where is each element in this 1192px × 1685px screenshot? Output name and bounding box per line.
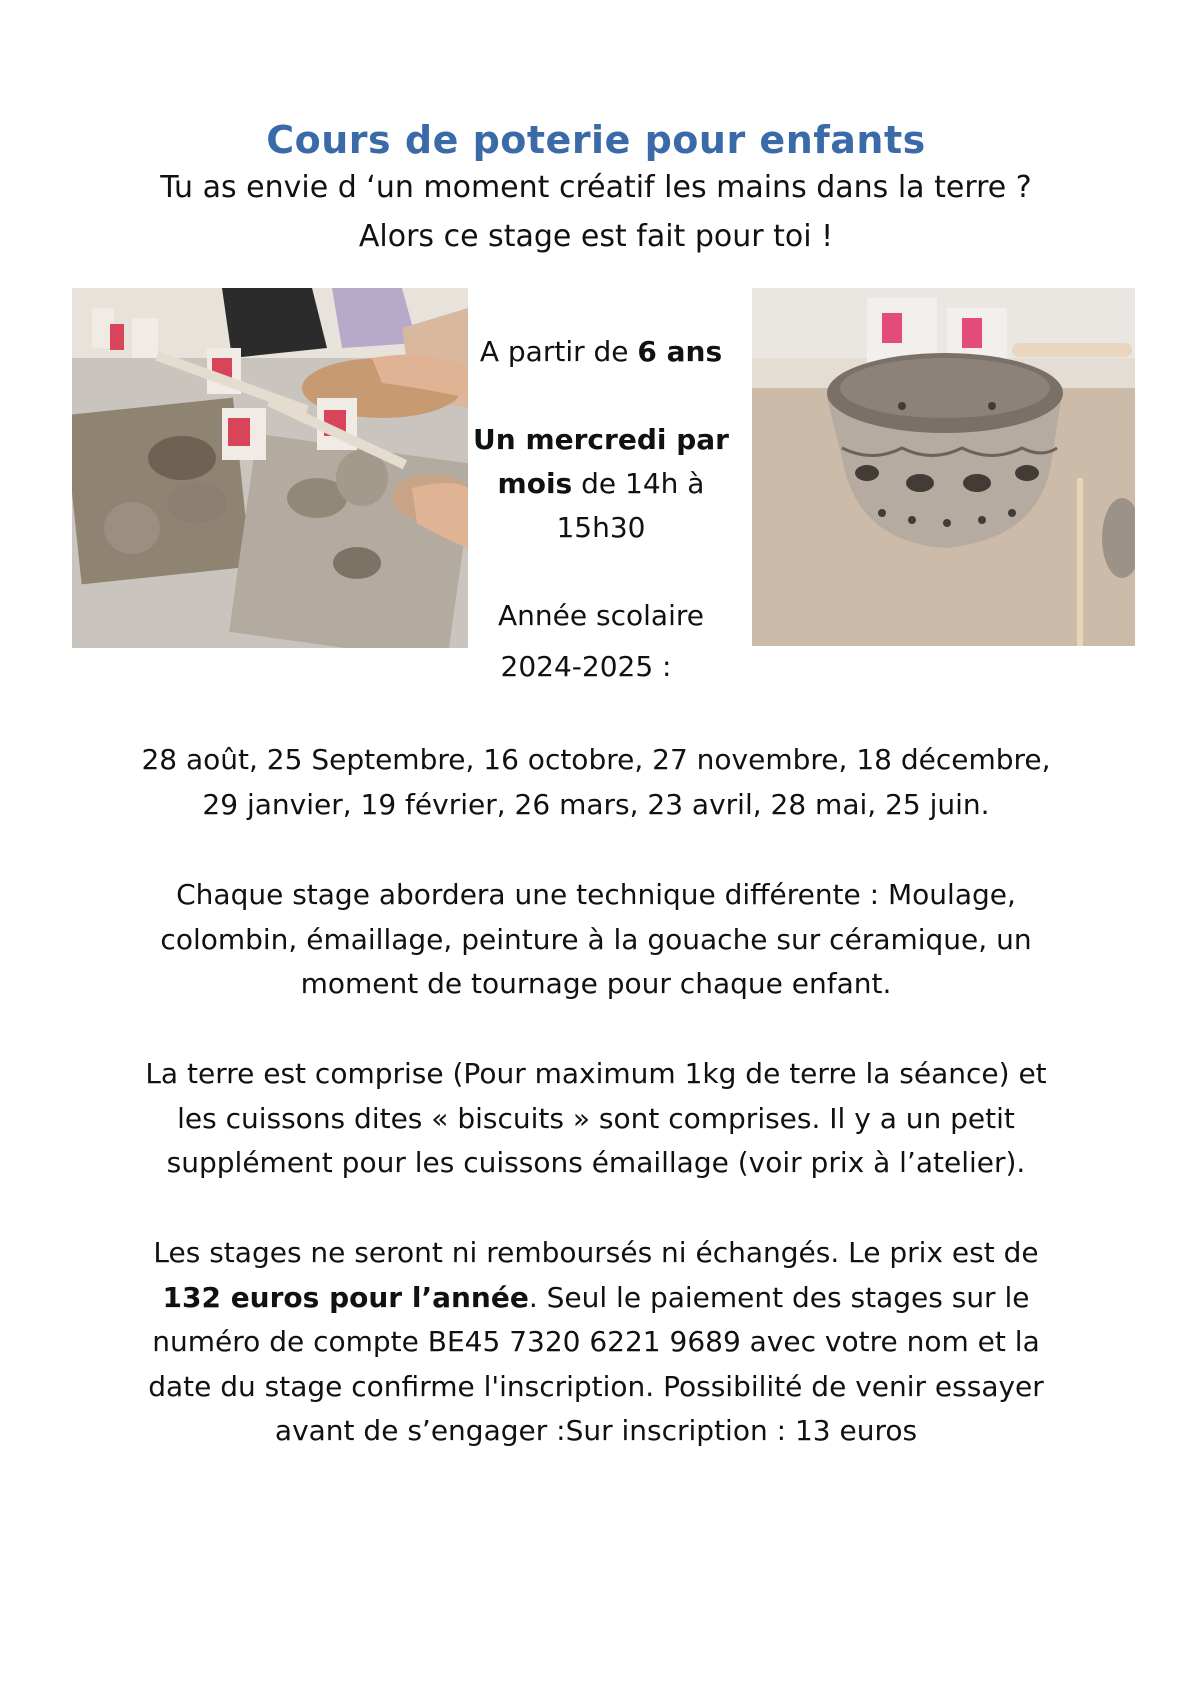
school-year-value: 2024-2025 : — [500, 650, 672, 683]
bank-account-line: numéro de compte BE45 7320 6221 9689 avec votre nom et la — [152, 1325, 1040, 1358]
course-info — [468, 330, 734, 638]
page-title: Cours de poterie pour enfants — [266, 118, 926, 162]
price-amount: 132 euros pour l’année — [162, 1280, 529, 1314]
dates-line-2: 29 janvier, 19 février, 26 mars, 23 avril, 28 mai, 25 juin. — [202, 787, 990, 821]
schedule-line-1: Un mercredi par — [473, 423, 729, 456]
intro-line-2: Alors ce stage est fait pour toi ! — [358, 219, 834, 254]
schedule-line-2: mois de 14h à — [497, 467, 705, 500]
session-dates — [90, 738, 1102, 827]
dates-line-1: 28 août, 25 Septembre, 16 octobre, 27 novembre, 18 décembre, — [141, 743, 1051, 776]
intro-line-1: Tu as envie d ‘un moment créatif les mains dans la terre ? — [160, 170, 1032, 205]
age-value: 6 ans — [637, 335, 723, 368]
pricing-paragraph: Les stages ne seront ni remboursés ni échangés. Le prix est de 132 euros pour l’année. Seul le paiement des stages sur le numéro de compte BE45 7320 6221 9689 avec votre nom et la date du stage confirme l'inscription. Possibilité de venir essayer avant de s’engager :Sur inscription : 13 euros — [90, 1231, 1102, 1454]
age-line: A partir de 6 ans — [479, 335, 723, 368]
materials-paragraph: La terre est comprise (Pour maximum 1kg de terre la séance) et les cuissons dites « biscuits » sont comprises. Il y a un petit supplément pour les cuissons émaillage (voir prix à l’atelier). — [145, 1057, 1047, 1179]
clay-bowl-photo — [752, 288, 1135, 646]
schedule-line-3: 15h30 — [556, 511, 646, 544]
children-workshop-photo — [72, 288, 468, 648]
school-year-label: Année scolaire — [498, 599, 704, 632]
techniques-paragraph: Chaque stage abordera une technique différente : Moulage, colombin, émaillage, peinture à la gouache sur céramique, un moment de tournage pour chaque enfant. — [160, 878, 1032, 1000]
